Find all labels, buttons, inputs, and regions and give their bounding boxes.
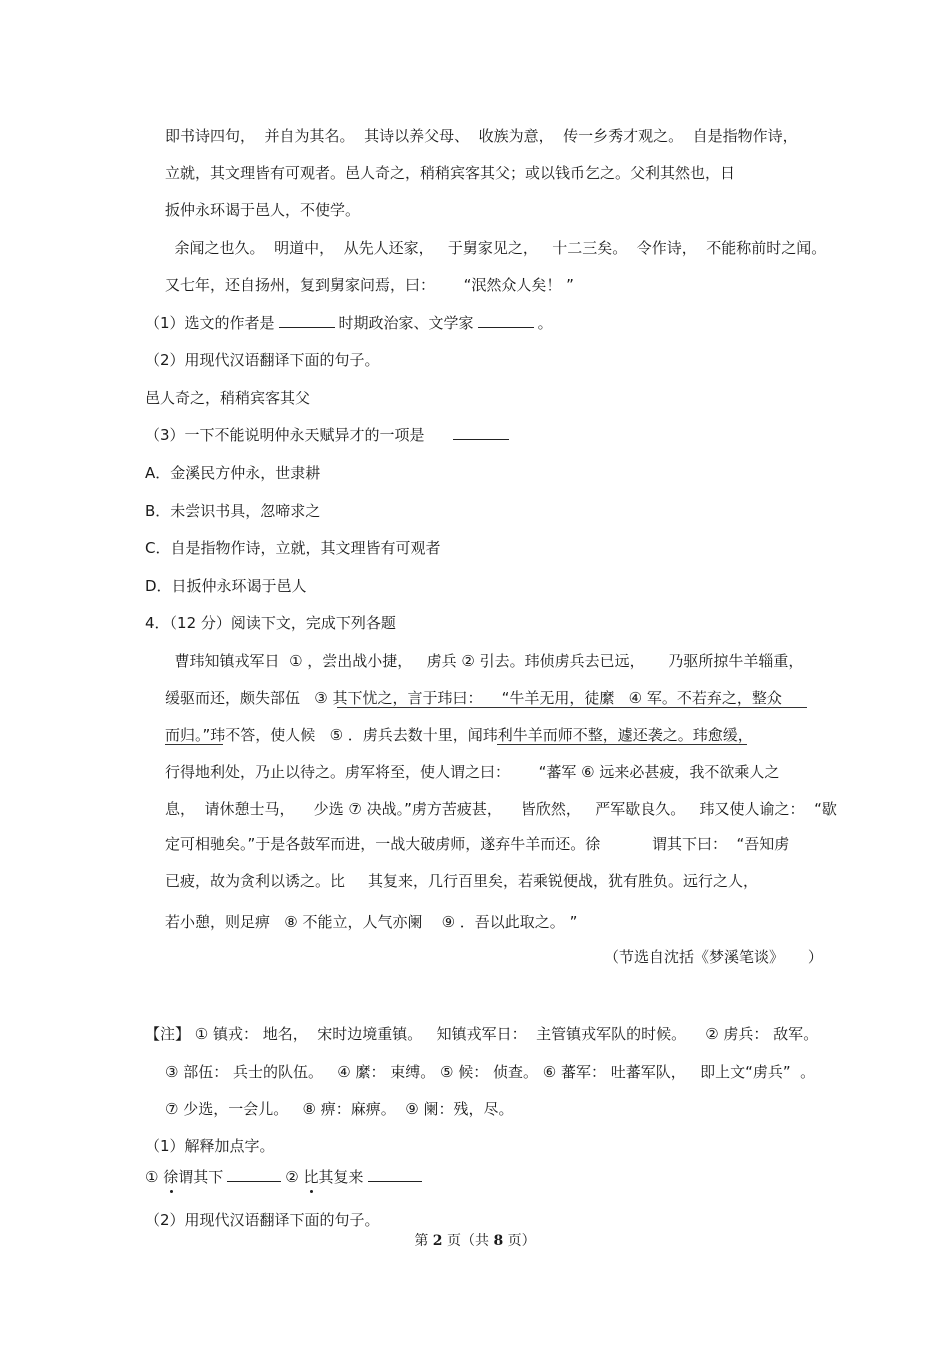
passage-line: 立就，其文理皆有可观者。邑人奇之，稍稍宾客其父；或以钱币乞之。父利其然也，日 xyxy=(165,164,736,182)
footer-text: 页（共 xyxy=(442,1233,494,1249)
footer-text: 第 xyxy=(414,1233,433,1249)
item-number: ① xyxy=(145,1168,164,1186)
option-d[interactable]: D．日扳仲永环谒于邑人 xyxy=(145,577,307,595)
answer-blank[interactable] xyxy=(478,313,534,328)
q4-header: 4．（12 分）阅读下文，完成下列各题 xyxy=(145,614,396,632)
passage-line: 即书诗四句， 并自为其名。 其诗以养父母、 收族为意， 传一乡秀才观之。 自是指物作诗， xyxy=(165,127,798,145)
q3-sub3-text: （3）一下不能说明仲永天赋异才的一项是 xyxy=(145,426,425,444)
item-text: 谓其下 xyxy=(178,1168,224,1186)
item-text: 其复来 xyxy=(318,1168,364,1186)
passage-line: 谓其下曰： “吾知虏 xyxy=(652,835,790,853)
q3-sub2-sentence: 邑人奇之，稍稍宾客其父 xyxy=(145,389,311,407)
passage-line: 缓驱而还，颇失部伍 ③ 其下忧之，言于玮曰： “牛羊无用，徒縻 ④ 军。不若弃之，整众 xyxy=(165,689,782,707)
q4-sub1: （1）解释加点字。 xyxy=(145,1137,275,1155)
q3-sub2: （2）用现代汉语翻译下面的句子。 xyxy=(145,351,380,369)
q3-sub1 xyxy=(145,313,553,333)
underline-mark xyxy=(165,744,223,745)
passage-line: 若小憩，则足痹 ⑧ 不能立，人气亦阑 ⑨ ．吾以此取之。 ” xyxy=(165,913,578,931)
passage-line: 息， 请休憩士马， 少选 ⑦ 决战。”虏方苦疲甚， 皆欣然， 严军歇良久。 玮又使人谕之： “歇 xyxy=(165,800,837,818)
source-citation: （节选自沈括《梦溪笔谈》 ） xyxy=(604,948,823,966)
passage-line: 行得地利处，乃止以待之。虏军将至，使人谓之曰： “蕃军 ⑥ 远来必甚疲，我不欲乘人之 xyxy=(165,763,780,781)
option-a[interactable]: A．金溪民方仲永，世隶耕 xyxy=(145,464,321,482)
option-c[interactable]: C．自是指物作诗，立就，其文理皆有可观者 xyxy=(145,539,441,557)
answer-blank[interactable] xyxy=(453,425,509,440)
option-b[interactable]: B．未尝识书具，忽啼求之 xyxy=(145,502,321,520)
answer-blank[interactable] xyxy=(368,1167,422,1182)
passage-line: 又七年，还自扬州，复到舅家问焉，曰： “泯然众人矣！ ” xyxy=(165,276,574,294)
page-number: 2 xyxy=(432,1233,443,1249)
passage-line: 已疲，故为贪利以诱之。比 xyxy=(165,872,346,890)
underline-mark xyxy=(337,707,807,708)
underline-mark xyxy=(497,744,747,745)
note-line: 【注】 ① 镇戎： 地名， 宋时边境重镇。 知镇戎军日： 主管镇戎军队的时候。 ② 虏兵： 敌军。 xyxy=(145,1025,819,1043)
q3-sub1-text-c: 。 xyxy=(537,314,553,332)
passage-line: 其复来，几行百里矣，若乘锐便战，犹有胜负。远行之人， xyxy=(368,872,759,890)
q3-sub3 xyxy=(145,425,513,445)
dotted-char: 比 xyxy=(303,1168,319,1186)
passage-line: 定可相驰矣。”于是各鼓军而进，一战大破虏师，遂弃牛羊而还。徐 xyxy=(165,835,601,853)
q3-sub1-text-a: （1）选文的作者是 xyxy=(145,314,275,332)
q3-sub1-text-b: 时期政治家、文学家 xyxy=(338,314,474,332)
answer-blank[interactable] xyxy=(279,313,335,328)
q4-sub1-items xyxy=(145,1167,426,1187)
passage-line: 扳仲永环谒于邑人，不使学。 xyxy=(165,201,361,219)
passage-line: 余闻之也久。 明道中， 从先人还家， 于舅家见之， 十二三矣。 令作诗， 不能称前时之闻。 xyxy=(165,239,827,257)
passage-line: 而归。”玮不答，使人候 ⑤ ．虏兵去数十里，闻玮利牛羊而师不整，遽还袭之。玮愈缓， xyxy=(165,726,753,744)
passage-line: 曹玮知镇戎军日 ① ，尝出战小捷， 虏兵 ② 引去。玮侦虏兵去已远， 乃驱所掠牛羊辎重， xyxy=(165,652,804,670)
answer-blank[interactable] xyxy=(227,1167,281,1182)
page-total: 8 xyxy=(493,1233,504,1249)
dotted-char: 徐 xyxy=(163,1168,179,1186)
note-line: ⑦ 少选，一会儿。 ⑧ 痹：麻痹。 ⑨ 阑：残，尽。 xyxy=(165,1100,514,1118)
q4-sub2: （2）用现代汉语翻译下面的句子。 xyxy=(145,1211,380,1229)
page-footer xyxy=(0,1230,950,1250)
item-number: ② xyxy=(285,1168,304,1186)
footer-text: 页） xyxy=(503,1233,536,1249)
note-line: ③ 部伍： 兵士的队伍。 ④ 縻： 束缚。 ⑤ 候： 侦查。 ⑥ 蕃军： 吐蕃军队， 即上文“虏兵” 。 xyxy=(165,1063,816,1081)
